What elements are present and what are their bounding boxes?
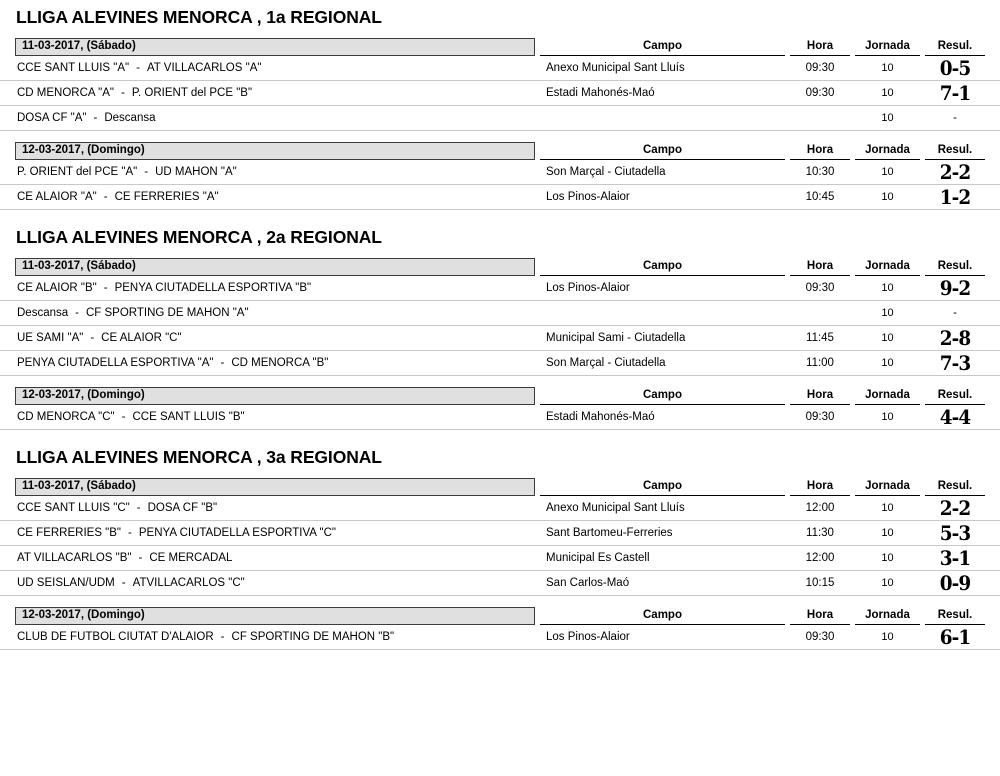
match-result: 2-2 xyxy=(939,496,971,520)
match-matchday: 10 xyxy=(881,62,894,74)
block-header-row xyxy=(0,141,1000,160)
match-result: 5-3 xyxy=(939,521,971,545)
away-team: CF SPORTING DE MAHON "B" xyxy=(231,631,395,643)
column-header-hora: Hora xyxy=(790,258,850,276)
match-time: 12:00 xyxy=(805,552,835,564)
match-venue: San Carlos-Maó xyxy=(546,577,630,589)
date-label: 11-03-2017, (Sábado) xyxy=(15,258,535,276)
date-block xyxy=(0,386,1000,430)
match-row xyxy=(0,625,1000,650)
match-result: 2-8 xyxy=(939,326,971,350)
match-row xyxy=(0,546,1000,571)
match-row xyxy=(0,81,1000,106)
match-venue: Los Pinos-Alaior xyxy=(546,191,630,203)
match-teams xyxy=(15,191,535,203)
column-header-campo: Campo xyxy=(540,478,785,496)
date-block xyxy=(0,606,1000,650)
away-team: CE MERCADAL xyxy=(149,552,233,564)
away-team: AT VILLACARLOS "A" xyxy=(146,62,262,74)
match-teams xyxy=(15,282,535,294)
away-team: PENYA CIUTADELLA ESPORTIVA "C" xyxy=(138,527,337,539)
match-result: 0-9 xyxy=(939,571,971,595)
match-result: - xyxy=(953,112,957,124)
column-header-hora: Hora xyxy=(790,142,850,160)
column-header-resul: Resul. xyxy=(925,258,985,276)
versus-separator: - xyxy=(138,552,143,564)
match-matchday: 10 xyxy=(881,577,894,589)
match-row xyxy=(0,185,1000,210)
column-header-campo: Campo xyxy=(540,258,785,276)
block-header-row xyxy=(0,37,1000,56)
away-team: CE ALAIOR "C" xyxy=(101,332,182,344)
league-section xyxy=(0,440,1000,650)
home-team: UD SEISLAN/UDM xyxy=(17,577,115,589)
home-team: Descansa xyxy=(17,307,69,319)
versus-separator: - xyxy=(120,87,125,99)
column-header-campo: Campo xyxy=(540,142,785,160)
date-label: 11-03-2017, (Sábado) xyxy=(15,478,535,496)
match-matchday: 10 xyxy=(881,411,894,423)
date-block xyxy=(0,141,1000,210)
versus-separator: - xyxy=(93,112,98,124)
away-team: Descansa xyxy=(104,112,156,124)
match-venue: Son Marçal - Ciutadella xyxy=(546,166,666,178)
match-time: 09:30 xyxy=(805,62,835,74)
column-header-resul: Resul. xyxy=(925,38,985,56)
home-team: CD MENORCA "C" xyxy=(17,411,115,423)
date-block xyxy=(0,477,1000,596)
match-teams xyxy=(15,332,535,344)
match-time: 11:00 xyxy=(806,357,834,369)
home-team: CCE SANT LLUIS "A" xyxy=(17,62,130,74)
match-matchday: 10 xyxy=(881,307,894,319)
column-header-resul: Resul. xyxy=(925,478,985,496)
match-time: 09:30 xyxy=(805,411,835,423)
home-team: CCE SANT LLUÍS "C" xyxy=(17,502,130,514)
versus-separator: - xyxy=(220,357,225,369)
match-time: 10:45 xyxy=(805,191,835,203)
match-row xyxy=(0,496,1000,521)
match-row xyxy=(0,521,1000,546)
match-teams xyxy=(15,527,535,539)
date-block xyxy=(0,37,1000,131)
match-row xyxy=(0,160,1000,185)
league-title: LLIGA ALEVINES MENORCA , 1a REGIONAL xyxy=(16,7,382,27)
match-venue: Estadi Mahonés-Maó xyxy=(546,87,655,99)
away-team: P. ORIENT del PCE "B" xyxy=(131,87,253,99)
column-header-jornada: Jornada xyxy=(855,387,920,405)
match-row xyxy=(0,276,1000,301)
away-team: DOSA CF "B" xyxy=(147,502,218,514)
date-label: 12-03-2017, (Domingo) xyxy=(15,387,535,405)
match-result: - xyxy=(953,307,957,319)
home-team: CLUB DE FUTBOL CIUTAT D'ALAIOR xyxy=(17,631,214,643)
match-result: 6-1 xyxy=(939,625,971,649)
match-row xyxy=(0,106,1000,131)
away-team: CF SPORTING DE MAHON "A" xyxy=(85,307,249,319)
versus-separator: - xyxy=(121,411,126,423)
match-venue: Son Marçal - Ciutadella xyxy=(546,357,666,369)
block-header-row xyxy=(0,386,1000,405)
match-matchday: 10 xyxy=(881,282,894,294)
versus-separator: - xyxy=(136,62,140,74)
date-label: 12-03-2017, (Domingo) xyxy=(15,142,535,160)
league-section xyxy=(0,220,1000,430)
match-matchday: 10 xyxy=(881,191,894,203)
match-time: 11:45 xyxy=(806,332,834,344)
match-row xyxy=(0,56,1000,81)
column-header-campo: Campo xyxy=(540,387,785,405)
league-title: LLIGA ALEVINES MENORCA , 3a REGIONAL xyxy=(16,447,382,467)
match-row xyxy=(0,571,1000,596)
match-teams xyxy=(15,357,535,369)
match-time: 09:30 xyxy=(805,282,835,294)
block-header-row xyxy=(0,477,1000,496)
away-team: PENYA CIUTADELLA ESPORTIVA "B" xyxy=(114,282,312,294)
match-teams xyxy=(15,307,535,319)
match-matchday: 10 xyxy=(881,502,894,514)
match-teams xyxy=(15,112,535,124)
match-venue: Sant Bartomeu-Ferreries xyxy=(546,527,673,539)
match-matchday: 10 xyxy=(881,552,894,564)
versus-separator: - xyxy=(103,191,108,203)
match-result: 2-2 xyxy=(939,160,971,184)
column-header-hora: Hora xyxy=(790,38,850,56)
date-block xyxy=(0,257,1000,376)
column-header-jornada: Jornada xyxy=(855,142,920,160)
block-header-row xyxy=(0,606,1000,625)
versus-separator: - xyxy=(128,527,132,539)
home-team: DOSA CF "A" xyxy=(17,112,87,124)
versus-separator: - xyxy=(136,502,141,514)
match-teams xyxy=(15,552,535,564)
match-time: 09:30 xyxy=(805,631,835,643)
home-team: AT VILLACARLOS "B" xyxy=(17,552,132,564)
home-team: CE ALAIOR "B" xyxy=(17,282,97,294)
column-header-resul: Resul. xyxy=(925,607,985,625)
home-team: CD MENORCA "A" xyxy=(17,87,114,99)
away-team: CD MENORCA "B" xyxy=(231,357,329,369)
match-venue: Municipal Es Castell xyxy=(546,552,650,564)
match-result: 7-3 xyxy=(939,351,971,375)
match-time: 11:30 xyxy=(806,527,834,539)
match-matchday: 10 xyxy=(881,631,894,643)
match-venue: Anexo Municipal Sant Lluís xyxy=(546,502,685,514)
match-matchday: 10 xyxy=(881,357,894,369)
away-team: CCE SANT LLUIS "B" xyxy=(132,411,245,423)
date-label: 11-03-2017, (Sábado) xyxy=(15,38,535,56)
home-team: CE ALAIOR "A" xyxy=(17,191,97,203)
match-teams xyxy=(15,62,535,74)
match-result: 3-1 xyxy=(939,546,971,570)
column-header-hora: Hora xyxy=(790,607,850,625)
away-team: CE FERRERIES "A" xyxy=(114,191,219,203)
home-team: P. ORIENT del PCE "A" xyxy=(17,166,138,178)
match-matchday: 10 xyxy=(881,527,894,539)
match-result: 0-5 xyxy=(939,56,971,80)
match-teams xyxy=(15,577,535,589)
versus-separator: - xyxy=(103,282,108,294)
home-team: UE SAMI "A" xyxy=(17,332,84,344)
match-result: 4-4 xyxy=(939,405,971,429)
match-teams xyxy=(15,87,535,99)
column-header-resul: Resul. xyxy=(925,142,985,160)
versus-separator: - xyxy=(144,166,149,178)
match-venue: Los Pinos-Alaior xyxy=(546,631,630,643)
match-time: 09:30 xyxy=(805,87,835,99)
block-header-row xyxy=(0,257,1000,276)
column-header-jornada: Jornada xyxy=(855,38,920,56)
match-matchday: 10 xyxy=(881,166,894,178)
match-venue: Anexo Municipal Sant Lluís xyxy=(546,62,685,74)
match-row xyxy=(0,301,1000,326)
column-header-campo: Campo xyxy=(540,38,785,56)
versus-separator: - xyxy=(121,577,126,589)
match-time: 12:00 xyxy=(805,502,835,514)
match-venue: Municipal Sami - Ciutadella xyxy=(546,332,686,344)
column-header-hora: Hora xyxy=(790,478,850,496)
match-result: 1-2 xyxy=(939,185,971,209)
column-header-jornada: Jornada xyxy=(855,478,920,496)
match-venue: Los Pinos-Alaior xyxy=(546,282,630,294)
column-header-hora: Hora xyxy=(790,387,850,405)
column-header-campo: Campo xyxy=(540,607,785,625)
column-header-jornada: Jornada xyxy=(855,258,920,276)
match-teams xyxy=(15,166,535,178)
away-team: ATVILLACARLOS "C" xyxy=(132,577,245,589)
match-teams xyxy=(15,502,535,514)
match-venue: Estadi Mahonés-Maó xyxy=(546,411,655,423)
away-team: UD MAHON "A" xyxy=(155,166,237,178)
match-time: 10:15 xyxy=(805,577,835,589)
column-header-jornada: Jornada xyxy=(855,607,920,625)
match-row xyxy=(0,351,1000,376)
home-team: CE FERRERIES "B" xyxy=(17,527,122,539)
versus-separator: - xyxy=(90,332,95,344)
match-matchday: 10 xyxy=(881,87,894,99)
match-matchday: 10 xyxy=(881,332,894,344)
league-section xyxy=(0,0,1000,210)
match-teams xyxy=(15,411,535,423)
league-title: LLIGA ALEVINES MENORCA , 2a REGIONAL xyxy=(16,227,382,247)
match-row xyxy=(0,405,1000,430)
versus-separator: - xyxy=(220,631,225,643)
match-row xyxy=(0,326,1000,351)
home-team: PENYA CIUTADELLA ESPORTIVA "A" xyxy=(17,357,214,369)
match-result: 9-2 xyxy=(939,276,971,300)
column-header-resul: Resul. xyxy=(925,387,985,405)
match-teams xyxy=(15,631,535,643)
date-label: 12-03-2017, (Domingo) xyxy=(15,607,535,625)
match-time: 10:30 xyxy=(805,166,835,178)
versus-separator: - xyxy=(75,307,79,319)
match-matchday: 10 xyxy=(881,112,894,124)
match-result: 7-1 xyxy=(939,81,971,105)
